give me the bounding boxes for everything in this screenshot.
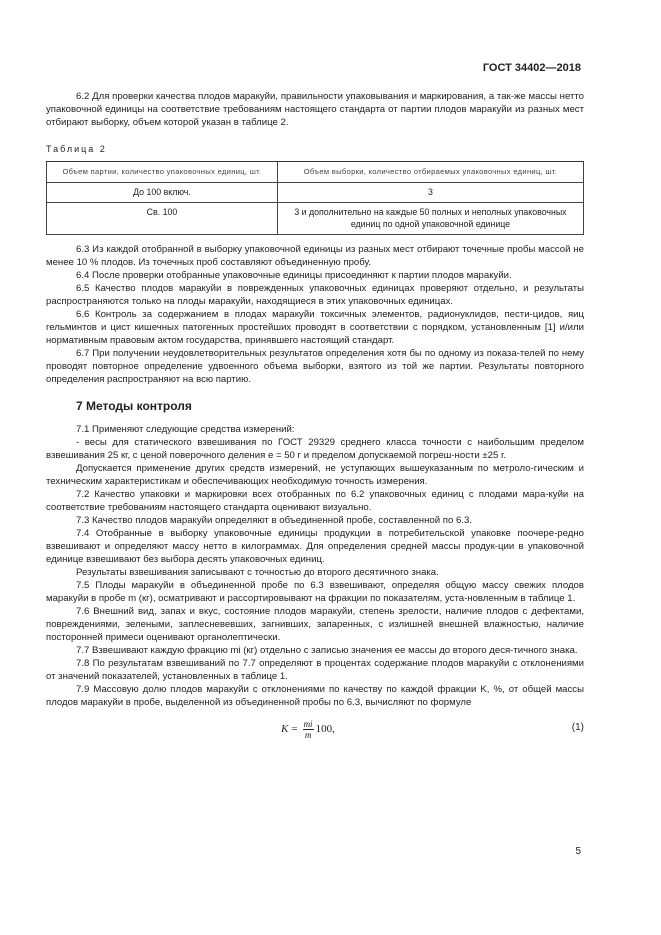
table-row [47,182,584,203]
clause-6-5: 6.5 Качество плодов маракуйи в поврежденных упаковочных единицах проверяют отдельно, и результаты распространяются только на плоды маракуйи, находящиеся в этих упаковочных единицах. [46,283,584,307]
table-cell: Св. 100 [47,203,278,235]
clause-7-4-note: Результаты взвешивания записывают с точностью до второго десятичного знака. [76,567,439,578]
clause-7-5: 7.5 Плоды маракуйи в объединенной пробе по 6.3 взвешивают, определяя общую массу свежих плодов маракуйи в пробе m (кг), осматривают и рассортировывают на фракции по показателям, уста-новленным в таблице 1. [46,580,584,604]
formula-lhs: K [281,723,289,735]
clause-6-6: 6.6 Контроль за содержанием в плодах маракуйи токсичных элементов, радионуклидов, пести-цидов, яиц гельминтов и цист кишечных патогенных простейших проводят в соответствии с порядком, установленным [1] и/или нормативным правовым актом государства, принявшего настоящий стандарт. [46,309,584,346]
clause-6-3: 6.3 Из каждой отобранной в выборку упаковочной единицы из разных мест отбирают точечные пробы массой не менее 10 % плодов. Из точечных проб составляют объединенную пробу. [46,244,584,268]
clause-7-1-note: Допускается применение других средств измерений, не уступающих вышеуказанным по метроло-гическим и техническим характеристикам и обеспечивающих необходимую точность измерения. [46,463,584,487]
formula-equals: = [291,723,298,735]
table-row [47,203,584,235]
formula-number: (1) [571,722,584,733]
document-header: ГОСТ 34402—2018 [482,62,581,74]
clause-7-6: 7.6 Внешний вид, запах и вкус, состояние плодов маракуйи, степень зрелости, наличие плодов с дефектами, повреждениями, зелеными, заплесневевших, загнивших, запаренных, с излишней внешней влажностью, наличие посторонней примеси оценивают органолептически. [46,606,584,643]
formula-1 [46,715,584,747]
clause-6-4: 6.4 После проверки отобранные упаковочные единицы присоединяют к партии плодов маракуйи. [76,270,512,281]
section-7-title: 7 Методы контроля [76,399,192,413]
table-header-sample-size: Объем выборки, количество отбираемых упаковочных единиц, шт. [277,162,583,183]
formula-numerator: mi [303,719,313,729]
clause-7-9: 7.9 Массовую долю плодов маракуйи с отклонениями по качеству по каждой фракции K, %, от общей массы плодов маракуйи в пробе, выделенной из объединенной пробы по 6.3, вычисляют по формуле [46,684,584,708]
clause-7-2: 7.2 Качество упаковки и маркировки всех отобранных по 6.2 упаковочных единиц с плодами мара-куйи на соответствие требованиям настоящего стандарта оценивают визуально. [46,489,584,513]
table-cell: До 100 включ. [47,182,278,203]
clause-7-3: 7.3 Качество плодов маракуйи определяют в объединенной пробе, составленной по 6.3. [76,515,472,526]
clause-7-1-item: - весы для статического взвешивания по ГОСТ 29329 среднего класса точности с наибольшим пределом взвешивания 25 кг, с ценой поверочного деления e = 50 г и пределом допускаемой погреш-ности ±25 г. [46,437,584,461]
clause-7-1: 7.1 Применяют следующие средства измерений: [76,424,295,435]
formula-expression [281,719,335,740]
table-header-lot-size: Объем партии, количество упаковочных единиц, шт. [47,162,278,183]
formula-denominator: m [304,730,312,740]
clause-6-7: 6.7 При получении неудовлетворительных результатов определения хотя бы по одному из показа-телей по нему проводят повторное определение удвоенного объема выборки, взятого из той же партии. Результаты повторного определения распространяют на всю партию. [46,348,584,385]
clause-6-2: 6.2 Для проверки качества плодов маракуйи, правильности упаковывания и маркирования, а так-же массы нетто упаковочной единицы на соответствие требованиям настоящего стандарта от партии плодов маракуйи из разных мест отбирают выборку, объем которой указан в таблице 2. [46,91,584,128]
table-2-caption: Таблица 2 [46,144,107,154]
formula-factor: 100, [315,723,335,735]
table-header-row [47,162,584,183]
page-content [46,90,584,747]
table-cell: 3 [277,182,583,203]
clause-7-8: 7.8 По результатам взвешиваний по 7.7 определяют в процентах содержание плодов маракуйи с отклонениями от значений показателей, установленных в таблице 1. [46,658,584,682]
clause-7-4: 7.4 Отобранные в выборку упаковочные единицы продукции в потребительской упаковке поочере-редно взвешивают и определяют массу нетто в килограммах. Для определения средней массы продук-ции в упаковочной единице взвешивают без выбора десять упаковочных единиц. [46,528,584,565]
page-number: 5 [575,846,581,857]
table-2 [46,161,584,235]
formula-fraction [303,719,314,740]
table-cell: 3 и дополнительно на каждые 50 полных и неполных упаковочных единиц по одной упаковочной единице [277,203,583,235]
clause-7-7: 7.7 Взвешивают каждую фракцию mi (кг) отдельно с записью значения ее массы до второго деся-тичного знака. [76,645,578,656]
